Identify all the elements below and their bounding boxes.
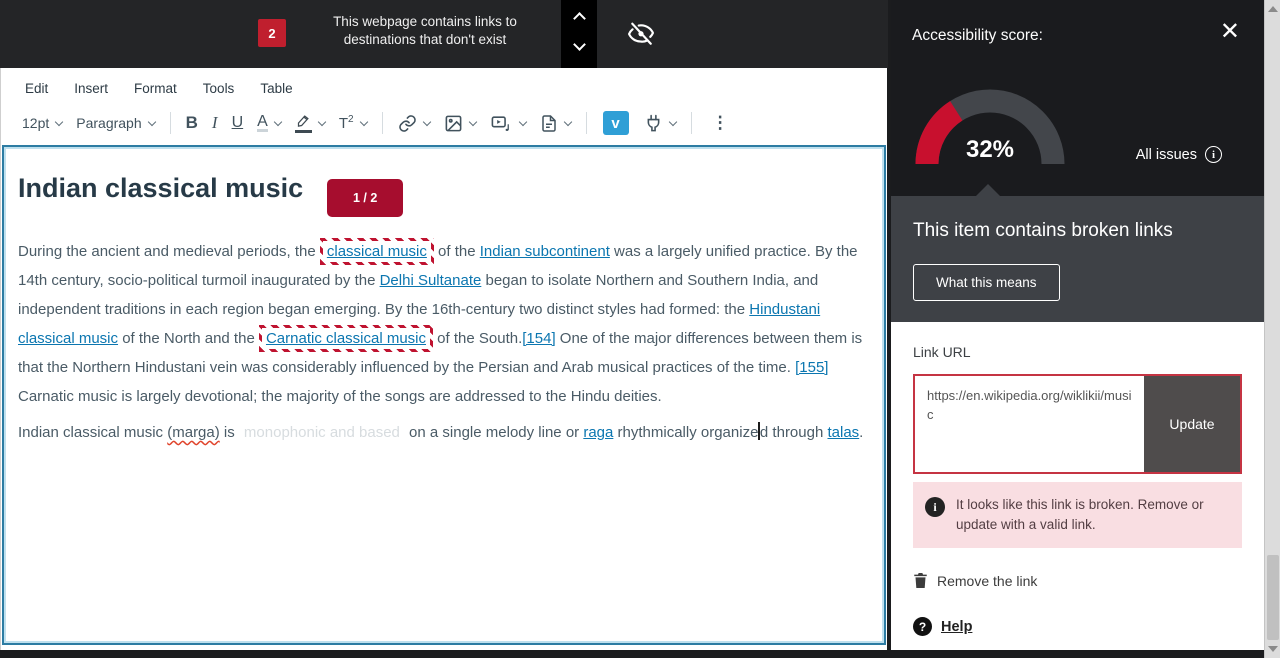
hide-issues-button[interactable]	[626, 20, 656, 48]
text-run: of the South.	[433, 330, 523, 347]
notification-line1: This webpage contains links to	[333, 14, 517, 29]
editor-toolbar	[1, 102, 887, 144]
link-raga[interactable]: raga	[583, 424, 614, 441]
font-size-value: 12pt	[22, 115, 50, 131]
text-run: on a single melody line or	[404, 424, 584, 441]
text-run: During the ancient and medieval periods, the	[18, 243, 320, 260]
link-talas[interactable]: talas	[827, 424, 860, 441]
chevron-down-icon	[55, 117, 63, 125]
score-section	[891, 0, 1264, 196]
broken-link-highlight[interactable]	[259, 325, 433, 352]
link-editor-section	[891, 322, 1264, 650]
apps-button[interactable]	[644, 114, 676, 133]
toolbar-divider	[691, 112, 692, 134]
issues-notification-bar	[0, 0, 888, 68]
menu-tools[interactable]: Tools	[202, 80, 235, 96]
menu-format[interactable]: Format	[134, 80, 177, 96]
help-button[interactable]	[913, 617, 972, 636]
chevron-down-icon	[147, 117, 155, 125]
all-issues-label: All issues	[1135, 146, 1197, 163]
score-gauge	[915, 86, 1065, 166]
text-run: .	[859, 424, 864, 441]
gauge-pointer-notch	[975, 184, 1001, 197]
help-label: Help	[941, 618, 973, 635]
trash-icon	[913, 572, 928, 589]
link-url-group	[913, 374, 1242, 474]
link-button[interactable]	[398, 114, 430, 133]
eye-slash-icon	[628, 21, 654, 47]
notification-line2: destinations that don't exist	[343, 32, 507, 47]
text-color-icon: A	[257, 113, 268, 130]
chevron-up-icon	[573, 12, 586, 25]
issue-navigator	[561, 0, 597, 68]
chevron-down-icon	[359, 117, 367, 125]
superscript-icon: $T^2$	[338, 114, 354, 132]
link-ref-155[interactable]: [155]	[795, 359, 829, 376]
remove-link-button[interactable]	[913, 572, 1242, 589]
what-this-means-button[interactable]: What this means	[913, 264, 1060, 301]
highlighter-icon	[295, 113, 312, 133]
link-icon	[398, 114, 417, 133]
score-value: 32%	[965, 136, 1015, 163]
panel-scrollbar[interactable]	[1264, 0, 1280, 658]
scroll-down-arrow[interactable]	[1268, 646, 1278, 652]
chevron-down-icon	[668, 117, 676, 125]
link-url-input[interactable]: https://en.wikipedia.org/wiklikii/music	[915, 376, 1144, 472]
menu-insert[interactable]: Insert	[74, 80, 109, 96]
link-ref-154[interactable]: [154]	[522, 330, 556, 347]
link-carnatic-classical-music[interactable]: Carnatic classical music	[265, 330, 427, 347]
issue-count-badge: 2	[258, 19, 286, 47]
chevron-down-icon	[563, 117, 571, 125]
remove-link-label: Remove the link	[937, 572, 1038, 589]
editor-content-area[interactable]	[2, 145, 886, 645]
link-hindustani-classical-music[interactable]: Hindustani classical music	[18, 301, 821, 347]
document-heading: Indian classical music	[18, 173, 304, 203]
text-run: was a largely unified practice. By the 14th century, socio-political turmoil inaugurated by the	[18, 243, 858, 289]
link-classical-music[interactable]: classical music	[326, 243, 427, 260]
info-icon: i	[1205, 146, 1222, 163]
plug-icon	[644, 114, 663, 133]
update-link-button[interactable]: Update	[1144, 376, 1240, 472]
broken-link-counter-badge[interactable]: 1 / 2	[327, 179, 403, 217]
menu-table[interactable]: Table	[260, 80, 293, 96]
text-run: One of the major differences between them is that the Northern Hindustani vein was considerably influenced by the Persian and Arab musical practices of the time.	[18, 330, 863, 376]
misspelled-word: (marga)	[167, 424, 220, 441]
media-button[interactable]	[490, 114, 526, 133]
link-url-label: Link URL	[913, 344, 971, 360]
chevron-down-icon	[573, 38, 586, 51]
text-run: Indian classical music	[18, 424, 168, 441]
chevron-down-icon	[274, 117, 282, 125]
overflow-menu-button[interactable]: ⋮	[711, 113, 729, 132]
chevron-down-icon	[422, 117, 430, 125]
document-button[interactable]	[540, 114, 571, 133]
text-run: is	[219, 424, 239, 441]
notification-message	[305, 13, 545, 49]
toolbar-divider	[382, 112, 383, 134]
image-icon	[444, 114, 463, 133]
alert-message: It looks like this link is broken. Remove or update with a valid link.	[956, 497, 1204, 532]
underline-button[interactable]: U	[231, 114, 244, 131]
all-issues-button[interactable]	[1136, 146, 1222, 163]
issue-heading: This item contains broken links	[913, 220, 1173, 241]
panel-title: Accessibility score:	[912, 27, 1043, 44]
paragraph-1	[18, 237, 878, 411]
rich-text-editor	[0, 68, 887, 650]
italic-button[interactable]: I	[211, 113, 218, 132]
toolbar-divider	[170, 112, 171, 134]
text-run: began to isolate Northern and Southern India, and independent traditions in each region began emerging. By the 16th-century two distinct styles had formed: the	[18, 272, 819, 318]
link-delhi-sultanate[interactable]: Delhi Sultanate	[379, 272, 482, 289]
document-icon	[540, 114, 558, 133]
text-color-button[interactable]	[257, 114, 281, 132]
media-icon	[490, 114, 513, 133]
scroll-up-arrow[interactable]	[1268, 6, 1278, 12]
question-icon: ?	[913, 617, 932, 636]
next-issue-button[interactable]	[575, 40, 584, 58]
previous-issue-button[interactable]	[575, 10, 584, 28]
scrollbar-thumb[interactable]	[1267, 555, 1279, 640]
text-run: of the North and the	[118, 330, 259, 347]
block-format-select[interactable]	[76, 115, 154, 131]
text-run: rhythmically organize	[613, 424, 759, 441]
vimeo-button[interactable]: v	[603, 111, 629, 135]
menu-edit[interactable]: Edit	[25, 80, 49, 96]
issue-summary-section	[891, 196, 1264, 322]
accessibility-panel	[891, 0, 1264, 650]
broken-link-highlight[interactable]	[320, 238, 434, 265]
info-icon: i	[925, 497, 945, 517]
toolbar-divider	[586, 112, 587, 134]
paragraph-2	[18, 418, 878, 447]
close-panel-button[interactable]: ✕	[1219, 18, 1240, 45]
text-run: of the	[433, 243, 480, 260]
block-format-value: Paragraph	[76, 115, 142, 131]
text-run: d through	[759, 424, 828, 441]
chevron-down-icon	[318, 117, 326, 125]
chevron-down-icon	[518, 117, 526, 125]
highlight-color-button[interactable]	[295, 113, 325, 133]
font-size-select[interactable]	[22, 115, 62, 131]
faded-text: monophonic and based	[243, 424, 400, 441]
chevron-down-icon	[468, 117, 476, 125]
bold-button[interactable]: B	[185, 113, 198, 132]
text-run: Carnatic music is largely devotional; the majority of the songs are addressed to the Hindu deities.	[18, 388, 662, 405]
link-indian-subcontinent[interactable]: Indian subcontinent	[479, 243, 610, 260]
superscript-button[interactable]	[339, 114, 367, 132]
window-bottom-edge	[0, 650, 1264, 658]
broken-link-alert	[913, 482, 1242, 548]
image-button[interactable]	[444, 114, 476, 133]
editor-menubar	[1, 68, 887, 102]
